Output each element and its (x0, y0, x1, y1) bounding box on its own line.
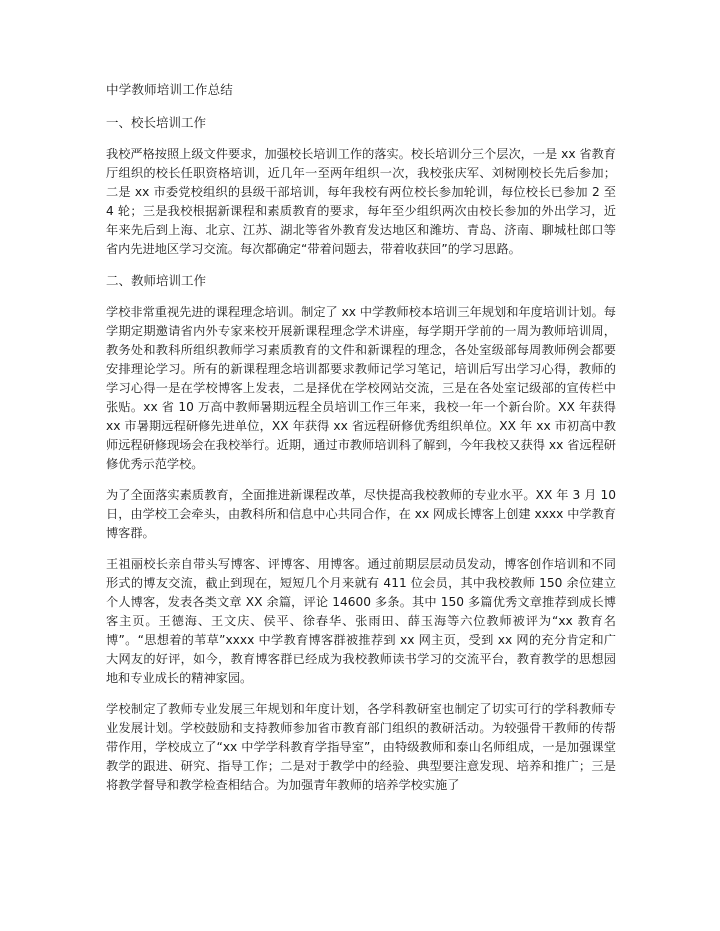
document-title: 中学教师培训工作总结 (106, 82, 234, 97)
section-heading-teacher-training: 二、教师培训工作 (106, 273, 207, 288)
paragraph: 王祖丽校长亲自带头写博客、评博客、用博客。通过前期层层动员发动，博客创作培训和不同形式的博友交流，截止到现在，短短几个月来就有 411 位会员，其中我校教师 150 余位建立个人博客，发表各类文章 XX 余篇，评论 14600 多条。其中 150 多篇优秀文章推荐到成长博客主页。王德海、王文庆、侯平、徐春华、张雨田、薛玉海等六位教师被评为“xx 教育名博”。“思想着的苇草”xxxx 中学教育博客群被推荐到 xx 网主页，受到 xx 网的充分肯定和广大网友的好评，如今，教育博客群已经成为我校教师读书学习的交流平台，教育教学的思想园地和专业成长的精神家园。 (106, 557, 616, 685)
paragraph: 为了全面落实素质教育，全面推进新课程改革，尽快提高我校教师的专业水平。XX 年 3 月 10 日，由学校工会牵头，由教科所和信息中心共同合作，在 xx 网成长博客上创建 xxxx 中学教育博客群。 (106, 488, 616, 540)
paragraph: 学校非常重视先进的课程理念培训。制定了 xx 中学教师校本培训三年规划和年度培训计划。每学期定期邀请省内外专家来校开展新课程理念学术讲座，每学期开学前的一周为教师培训周，教务处和教科所组织教师学习素质教育的文件和新课程的理念，各处室级部每周教师例会都要安排理论学习。所有的新课程理念培训都要求教师记学习笔记，培训后写出学习心得，教师的学习心得一是在学校博客上发表，二是择优在学校网站交流，三是在各处室记级部的宣传栏中张贴。xx 省 10 万高中教师暑期远程全员培训工作三年来，我校一年一个新台阶。XX 年获得 xx 市暑期远程研修先进单位，XX 年获得 xx 省远程研修优秀组织单位。XX 年 xx 市初高中教师远程研修现场会在我校举行。近期，通过市教师培训科了解到，今年我校又获得 xx 省远程研修优秀示范学校。 (106, 305, 616, 471)
document-page (106, 80, 616, 807)
section-heading-principal-training: 一、校长培训工作 (106, 115, 207, 130)
paragraph: 学校制定了教师专业发展三年规划和年度计划，各学科教研室也制定了切实可行的学科教师专业发展计划。学校鼓励和支持教师参加省市教育部门组织的教研活动。为较强骨干教师的传帮带作用，学校成立了“xx 中学学科教育学指导室”，由特级教师和泰山名师组成，一是加强课堂教学的跟进、研究、指导工作；二是对于教学中的经验、典型要注意发现、培养和推广；三是将教学督导和教学检查相结合。为加强青年教师的培养学校实施了 (106, 702, 616, 792)
paragraph: 我校严格按照上级文件要求，加强校长培训工作的落实。校长培训分三个层次，一是 xx 省教育厅组织的校长任职资格培训，近几年一至两年组织一次，我校张庆军、刘树刚校长先后参加；二是 xx 市委党校组织的县级干部培训，每年我校有两位校长参加轮训，每位校长已参加 2 至 4 轮；三是我校根据新课程和素质教育的要求，每年至少组织两次由校长参加的外出学习，近年来先后到上海、北京、江苏、湖北等省外教育发达地区和潍坊、青岛、济南、聊城杜郎口等省内先进地区学习交流。每次都确定“带着问题去，带着收获回”的学习思路。 (106, 147, 616, 256)
